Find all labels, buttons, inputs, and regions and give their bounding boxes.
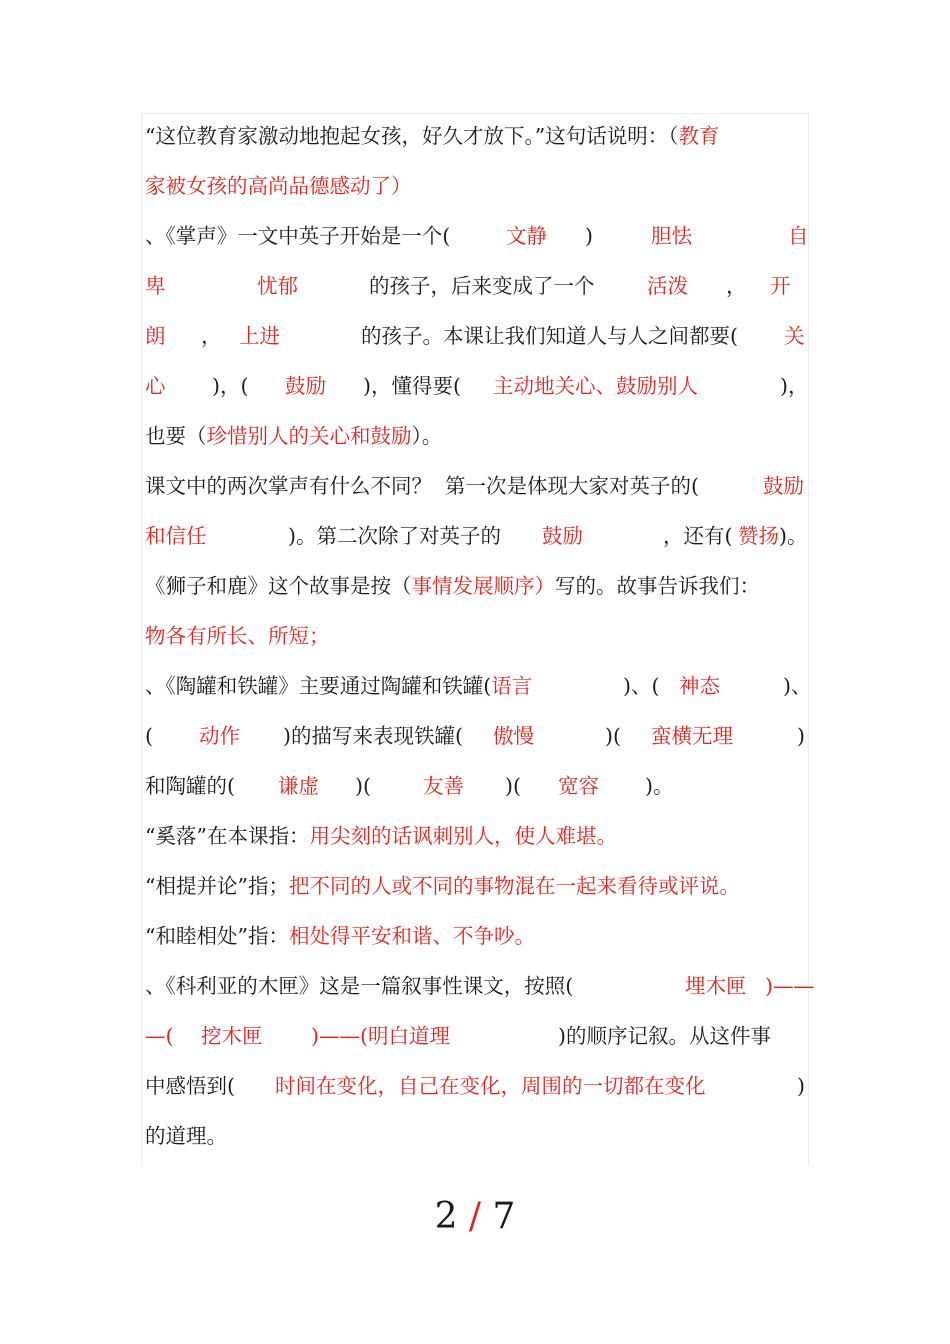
page-number: 2 / 7: [434, 1196, 516, 1237]
text-line-13: ( 动作 )的描写来表现铁罐( 傲慢 )( 蛮横无理 ): [145, 724, 805, 748]
text-line-2: 家被女孩的高尚品德感动了）: [145, 174, 412, 198]
text-line-14: 和陶罐的( 谦虚 )( 友善 )( 宽容 )。: [145, 774, 674, 798]
text-line-10: 《狮子和鹿》这个故事是按（事情发展顺序）写的。故事告诉我们：: [145, 574, 760, 598]
text-line-6: 心 )，( 鼓励 )，懂得要( 主动地关心、鼓励别人 )，: [145, 374, 809, 398]
text-line-8: 课文中的两次掌声有什么不同？ 第一次是体现大家对英子的( 鼓励: [145, 474, 804, 498]
text-line-15: “奚落”在本课指：用尖刻的话讽刺别人，使人难堪。: [145, 824, 617, 848]
text-line-20: 中感悟到( 时间在变化，自己在变化，周围的一切都在变化 ): [145, 1074, 805, 1098]
text-line-19: —( 挖木匣 )——(明白道理 )的顺序记叙。从这件事: [145, 1024, 771, 1048]
text-line-5: 朗 ， 上进 的孩子。本课让我们知道人与人之间都要( 关: [145, 324, 805, 348]
text-line-11: 物各有所长、所短；: [145, 624, 330, 648]
text-line-4: 卑 忧郁 的孩子，后来变成了一个 活泼 ， 开: [145, 274, 791, 298]
text-line-16: “相提并论”指；把不同的人或不同的事物混在一起来看待或评说。: [145, 874, 740, 898]
text-line-7: 也要（珍惜别人的关心和鼓励）。: [145, 424, 443, 448]
text-line-17: “和睦相处”指：相处得平安和谐、不争吵。: [145, 924, 535, 948]
text-line-3: 、《掌声》一文中英子开始是一个( 文静 ) 胆怯 自: [145, 224, 809, 248]
text-line-12: 、《陶罐和铁罐》主要通过陶罐和铁罐(语言 )、( 神态 )、: [145, 674, 812, 698]
text-line-9: 和信任 )。第二次除了对英子的 鼓励 ，还有( 赞扬 )。: [145, 524, 808, 548]
text-line-18: 、《科利亚的木匣》这是一篇叙事性课文，按照( 埋木匣 )——: [145, 974, 814, 998]
text-line-1: “这位教育家激动地抱起女孩，好久才放下。”这句话说明：（教育: [145, 124, 720, 148]
text-line-21: 的道理。: [145, 1124, 227, 1148]
